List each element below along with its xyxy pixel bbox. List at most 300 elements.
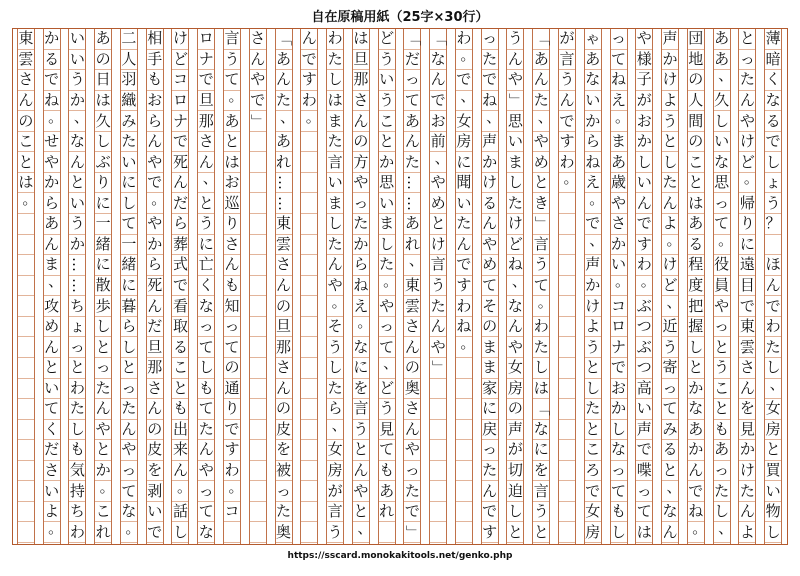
char-cell — [404, 440, 420, 461]
char-cell — [533, 440, 549, 461]
character: 思 — [714, 173, 730, 192]
char-cell — [611, 399, 627, 420]
char-cell — [688, 337, 704, 358]
char-cell — [688, 50, 704, 71]
character: 喋 — [636, 461, 652, 480]
char-cell — [585, 189, 605, 214]
character: た — [662, 173, 678, 192]
character: さ — [404, 399, 420, 418]
character: 言 — [353, 399, 369, 418]
character: で — [559, 111, 575, 130]
manuscript-line — [481, 29, 502, 544]
character: よ — [739, 522, 755, 541]
character: 」 — [249, 113, 268, 129]
char-cell — [224, 152, 240, 173]
character: と — [353, 440, 369, 459]
char-cell — [559, 111, 575, 132]
character: ナ — [611, 337, 627, 356]
char-cell — [250, 420, 266, 441]
char-cell — [430, 461, 446, 482]
char-cell — [533, 358, 549, 379]
char-cell — [172, 522, 188, 543]
char-cell — [507, 173, 523, 194]
char-cell — [662, 91, 678, 112]
char-cell — [456, 420, 472, 441]
char-cell — [559, 522, 575, 543]
char-cell — [198, 255, 214, 276]
char-cell — [379, 29, 395, 50]
character: 近 — [662, 317, 678, 336]
character: し — [585, 378, 601, 397]
char-cell — [44, 271, 64, 297]
character: で — [430, 90, 446, 109]
character: し — [714, 502, 730, 521]
char-cell — [533, 292, 553, 317]
char-cell — [765, 193, 781, 214]
char-cell — [198, 522, 214, 543]
char-cell — [353, 235, 369, 256]
char-cell — [714, 317, 730, 338]
char-cell — [559, 399, 575, 420]
character: 緒 — [121, 255, 137, 274]
char-cell — [714, 337, 730, 358]
character: の — [276, 399, 292, 418]
character: か — [44, 173, 60, 192]
character: 。 — [22, 189, 38, 208]
char-cell — [95, 132, 111, 153]
char-cell — [456, 86, 476, 112]
character: 言 — [430, 255, 446, 274]
character: っ — [482, 440, 498, 459]
char-cell — [353, 440, 369, 461]
char-cell — [69, 420, 85, 441]
character: と — [739, 29, 755, 48]
manuscript-line — [352, 29, 373, 544]
character: て — [198, 502, 214, 521]
char-cell — [379, 440, 395, 461]
char-cell — [765, 29, 781, 50]
char-cell — [430, 70, 446, 91]
char-cell — [688, 399, 704, 420]
char-cell — [430, 296, 446, 317]
character: か — [69, 90, 85, 109]
character: こ — [585, 440, 601, 459]
character: を — [147, 461, 163, 480]
char-cell — [739, 111, 755, 132]
char-cell — [95, 296, 111, 317]
character: 人 — [121, 49, 137, 68]
character: う — [69, 214, 85, 233]
character: た — [353, 214, 369, 233]
char-cell — [198, 358, 214, 379]
char-cell — [69, 173, 85, 194]
character: 那 — [353, 70, 369, 89]
character: ん — [95, 399, 111, 418]
character: の — [404, 358, 420, 377]
character: た — [95, 378, 111, 397]
character: っ — [404, 70, 420, 89]
char-cell — [172, 317, 188, 338]
character: 久 — [95, 111, 111, 130]
character: か — [69, 234, 85, 253]
character: た — [714, 481, 730, 500]
char-cell — [507, 271, 527, 297]
char-cell — [714, 379, 730, 400]
char-cell — [121, 317, 137, 338]
character: お — [430, 111, 446, 130]
character: 房 — [327, 461, 343, 480]
char-cell — [456, 481, 472, 502]
character: 気 — [69, 461, 85, 480]
character: も — [69, 440, 85, 459]
character: う — [69, 70, 85, 89]
char-cell — [121, 29, 137, 50]
char-cell — [636, 111, 652, 132]
character: ナ — [172, 111, 188, 130]
char-cell — [18, 440, 34, 461]
character: ん — [636, 193, 652, 212]
character: ん — [533, 70, 549, 89]
character: 取 — [172, 317, 188, 336]
character: 前 — [430, 132, 446, 151]
char-cell — [18, 189, 38, 214]
character: は — [688, 193, 704, 212]
character: ぶ — [636, 337, 652, 356]
character: ん — [198, 152, 214, 171]
char-cell — [559, 255, 575, 276]
character: て — [404, 90, 420, 109]
char-cell — [121, 132, 137, 153]
character: う — [559, 70, 575, 89]
char-cell — [44, 317, 60, 338]
character: 。 — [48, 107, 64, 126]
char-cell — [44, 50, 60, 71]
character: い — [765, 481, 781, 500]
char-cell — [224, 173, 240, 194]
char-cell — [456, 399, 472, 420]
character: っ — [224, 317, 240, 336]
char-cell — [404, 296, 420, 317]
char-cell — [507, 235, 523, 256]
char-cell — [147, 481, 163, 502]
character: の — [147, 419, 163, 438]
char-cell — [379, 271, 399, 297]
character: で — [44, 70, 60, 89]
char-cell — [714, 29, 730, 50]
character: な — [430, 49, 446, 68]
character: 散 — [95, 275, 111, 294]
manuscript-line — [713, 29, 734, 544]
char-cell — [147, 50, 163, 71]
character: し — [69, 419, 85, 438]
character: 雲 — [276, 234, 292, 253]
char-cell — [611, 107, 631, 132]
character: で — [739, 296, 755, 315]
char-cell — [688, 132, 704, 153]
character: あ — [688, 214, 704, 233]
character: 」 — [506, 92, 525, 108]
character: て — [379, 440, 395, 459]
char-cell — [44, 235, 60, 256]
char-cell — [198, 337, 214, 358]
char-cell — [611, 70, 627, 91]
character: の — [276, 296, 292, 315]
character: 羽 — [121, 70, 137, 89]
char-cell — [121, 50, 137, 71]
char-cell — [482, 317, 498, 338]
char-cell — [739, 481, 755, 502]
character: し — [611, 522, 627, 541]
character: と — [95, 337, 111, 356]
char-cell — [507, 152, 523, 173]
char-cell — [147, 379, 163, 400]
char-cell — [276, 255, 292, 276]
char-cell — [507, 399, 523, 420]
char-cell — [18, 50, 34, 71]
char-cell — [121, 337, 137, 358]
manuscript-line — [584, 29, 605, 544]
char-cell — [121, 91, 137, 112]
char-cell — [533, 235, 549, 256]
char-cell — [250, 440, 266, 461]
character: ん — [404, 419, 420, 438]
char-cell — [379, 399, 395, 420]
char-cell — [18, 70, 34, 91]
char-cell — [636, 193, 652, 214]
character: の — [18, 111, 34, 130]
char-cell — [739, 70, 755, 91]
char-cell — [636, 440, 652, 461]
char-cell — [430, 148, 450, 173]
character: で — [765, 296, 781, 315]
character: っ — [379, 317, 395, 336]
char-cell — [276, 29, 292, 50]
char-cell — [327, 317, 343, 338]
char-cell — [301, 440, 317, 461]
character: か — [636, 132, 652, 151]
char-cell — [44, 358, 60, 379]
character: 来 — [172, 440, 188, 459]
char-cell — [739, 399, 755, 420]
char-cell — [147, 235, 163, 256]
char-cell — [739, 296, 755, 317]
char-cell — [482, 337, 498, 358]
char-cell — [301, 255, 317, 276]
char-cell — [44, 399, 60, 420]
char-cell — [95, 235, 111, 256]
char-cell — [18, 522, 34, 543]
character: に — [95, 255, 111, 274]
char-cell — [224, 193, 240, 214]
character: か — [611, 234, 627, 253]
character: 通 — [224, 378, 240, 397]
manuscript-line — [275, 29, 296, 544]
char-cell — [585, 420, 601, 441]
char-cell — [739, 461, 755, 482]
character: … — [403, 175, 422, 191]
char-cell — [611, 50, 627, 71]
char-cell — [121, 518, 141, 543]
char-cell — [327, 481, 343, 502]
character: 」 — [429, 360, 448, 376]
character: う — [379, 399, 395, 418]
character: た — [765, 337, 781, 356]
character: 、 — [666, 292, 682, 311]
char-cell — [430, 379, 446, 400]
character: い — [69, 29, 85, 48]
character: わ — [327, 29, 343, 48]
char-cell — [18, 337, 34, 358]
character: た — [327, 378, 343, 397]
char-cell — [147, 502, 163, 523]
character: わ — [533, 317, 549, 336]
char-cell — [95, 91, 111, 112]
character: 房 — [765, 419, 781, 438]
char-cell — [301, 235, 317, 256]
character: た — [198, 419, 214, 438]
char-cell — [276, 107, 296, 132]
char-cell — [739, 235, 755, 256]
manuscript-line — [455, 29, 476, 544]
char-cell — [533, 522, 549, 543]
char-cell — [69, 296, 85, 317]
character: や — [95, 419, 111, 438]
character: そ — [482, 296, 498, 315]
char-cell — [404, 251, 424, 276]
char-cell — [611, 132, 627, 153]
char-cell — [172, 70, 188, 91]
char-cell — [95, 214, 111, 235]
character: ん — [482, 214, 498, 233]
char-cell — [121, 358, 137, 379]
char-cell — [327, 132, 343, 153]
char-cell — [121, 399, 137, 420]
character: や — [44, 152, 60, 171]
char-cell — [327, 292, 347, 317]
char-cell — [482, 522, 498, 543]
char-cell — [301, 420, 317, 441]
character: う — [765, 193, 781, 212]
character: に — [121, 275, 137, 294]
character: の — [688, 132, 704, 151]
char-cell — [44, 70, 60, 91]
char-cell — [662, 152, 678, 173]
char-cell — [95, 152, 111, 173]
character: し — [765, 358, 781, 377]
character: ん — [276, 378, 292, 397]
char-cell — [559, 379, 575, 400]
character: け — [172, 29, 188, 48]
char-cell — [688, 255, 704, 276]
char-cell — [714, 518, 734, 543]
char-cell — [739, 502, 755, 523]
char-cell — [95, 70, 111, 91]
manuscript-line — [197, 29, 218, 544]
char-cell — [611, 440, 627, 461]
char-cell — [482, 214, 498, 235]
character: 死 — [147, 275, 163, 294]
character: 東 — [404, 275, 420, 294]
char-cell — [121, 111, 137, 132]
character: ん — [353, 461, 369, 480]
char-cell — [18, 29, 34, 50]
char-cell — [121, 70, 137, 91]
char-cell — [611, 420, 627, 441]
character: の — [224, 358, 240, 377]
character: め — [430, 193, 446, 212]
char-cell — [636, 481, 652, 502]
character: よ — [662, 90, 678, 109]
char-cell — [611, 461, 627, 482]
char-cell — [662, 255, 678, 276]
character: う — [430, 275, 446, 294]
char-cell — [559, 481, 575, 502]
character: い — [327, 173, 343, 192]
character: ろ — [585, 461, 601, 480]
char-cell — [559, 461, 575, 482]
char-cell — [301, 193, 317, 214]
character: 聞 — [456, 173, 472, 192]
char-cell — [585, 399, 601, 420]
character: た — [69, 399, 85, 418]
char-cell — [250, 379, 266, 400]
character: た — [327, 132, 343, 151]
char-cell — [353, 461, 369, 482]
character: ね — [611, 70, 627, 89]
character: い — [69, 49, 85, 68]
char-cell — [456, 45, 476, 71]
character: や — [507, 70, 523, 89]
manuscript-grid — [12, 28, 788, 545]
char-cell — [482, 107, 502, 132]
character: や — [147, 152, 163, 171]
character: し — [765, 152, 781, 171]
character: ま — [611, 132, 627, 151]
character: ん — [507, 49, 523, 68]
character: 奥 — [404, 378, 420, 397]
character: れ — [404, 234, 420, 253]
char-cell — [276, 420, 292, 441]
char-cell — [69, 481, 85, 502]
character: 声 — [636, 419, 652, 438]
char-cell — [276, 296, 292, 317]
char-cell — [353, 358, 369, 379]
char-cell — [533, 214, 549, 235]
char-cell — [714, 132, 730, 153]
char-cell — [404, 358, 420, 379]
character: ん — [430, 70, 446, 89]
character: あ — [714, 29, 730, 48]
character: 一 — [121, 234, 137, 253]
character: し — [688, 337, 704, 356]
character: ん — [147, 296, 163, 315]
character: 、 — [718, 518, 734, 537]
character: っ — [198, 481, 214, 500]
manuscript-line — [171, 29, 192, 544]
char-cell — [559, 70, 575, 91]
character: 。 — [692, 518, 708, 537]
character: や — [198, 461, 214, 480]
character: あ — [404, 111, 420, 130]
char-cell — [224, 214, 240, 235]
character: で — [147, 173, 163, 192]
char-cell — [714, 461, 730, 482]
char-cell — [379, 481, 395, 502]
char-cell — [559, 337, 575, 358]
char-cell — [327, 379, 343, 400]
character: 見 — [379, 419, 395, 438]
char-cell — [147, 132, 163, 153]
